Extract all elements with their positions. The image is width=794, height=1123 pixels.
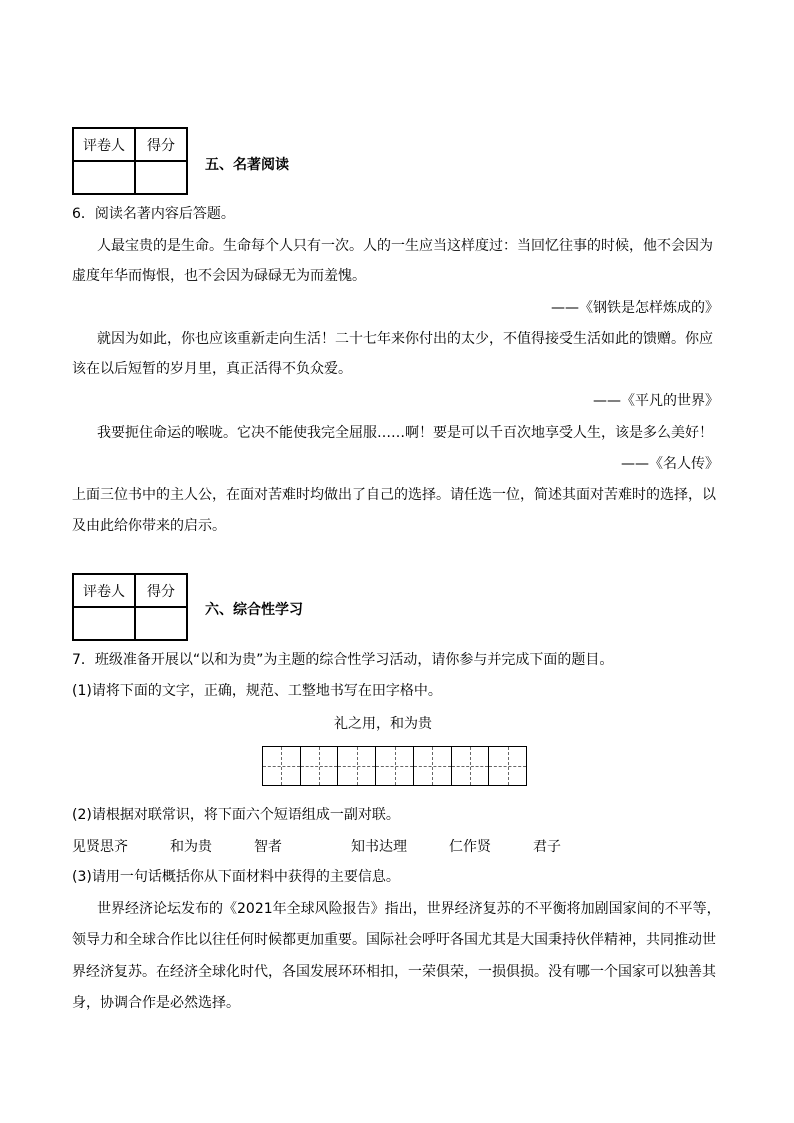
q7-material-line2: 领导力和全球合作比以往任何时候都更加重要。国际社会呼吁各国尤其是大国秉持伙伴精神，共同推动世	[72, 932, 716, 948]
q6-question-line2: 及由此给你带来的启示。	[72, 518, 226, 534]
q6-source2: ——《平凡的世界》	[593, 393, 719, 409]
phrase-item: 智者	[254, 839, 282, 855]
score-header: 得分	[135, 574, 187, 607]
grid-cell[interactable]	[301, 747, 339, 785]
q6-passage2-line2: 该在以后短暂的岁月里，真正活得不负众爱。	[72, 361, 352, 377]
q7-material-line4: 身，协调合作是必然选择。	[72, 995, 240, 1011]
reviewer-header: 评卷人	[73, 574, 135, 607]
grid-cell[interactable]	[414, 747, 452, 785]
q6-question-line1: 上面三位书中的主人公，在面对苦难时均做出了自己的选择。请任选一位，简述其面对苦难时的选择，以	[72, 487, 716, 503]
tianzige-grid[interactable]	[262, 746, 527, 786]
q6-source3: ——《名人传》	[621, 456, 719, 472]
q6-passage2-line1: 就因为如此，你也应该重新走向生活！二十七年来你付出的太少，不值得接受生活如此的馈赠。你应	[97, 331, 713, 347]
calligraphy-text: 礼之用，和为贵	[334, 716, 432, 732]
grid-cell[interactable]	[338, 747, 376, 785]
grid-cell[interactable]	[376, 747, 414, 785]
q6-source1: ——《钢铁是怎样炼成的》	[551, 300, 719, 316]
phrase-item: 仁作贤	[449, 839, 491, 855]
phrase-item: 知书达理	[351, 839, 407, 855]
score-cell	[135, 161, 187, 194]
phrase-item: 和为贵	[170, 839, 212, 855]
reviewer-cell	[73, 161, 135, 194]
reviewer-cell	[73, 607, 135, 640]
q7-sub1: (1)请将下面的文字，正确，规范、工整地书写在田字格中。	[72, 683, 442, 699]
phrase-item: 君子	[533, 839, 561, 855]
q6-prompt: 6．阅读名著内容后答题。	[72, 206, 235, 222]
q7-sub2: (2)请根据对联常识，将下面六个短语组成一副对联。	[72, 807, 400, 823]
grid-cell[interactable]	[263, 747, 301, 785]
q6-passage1-line1: 人最宝贵的是生命。生命每个人只有一次。人的一生应当这样度过：当回忆往事的时候，他不会因为	[97, 238, 713, 254]
section6-title: 六、综合性学习	[205, 602, 303, 618]
score-table-section5	[72, 127, 188, 195]
q7-material-line3: 界经济复苏。在经济全球化时代，各国发展环环相扣，一荣俱荣，一损俱损。没有哪一个国家可以独善其	[72, 964, 716, 980]
grid-cell[interactable]	[452, 747, 490, 785]
grid-cell[interactable]	[489, 747, 526, 785]
score-table-section6	[72, 573, 188, 641]
q7-material-line1: 世界经济论坛发布的《2021年全球风险报告》指出，世界经济复苏的不平衡将加剧国家间的不平等，	[97, 901, 721, 917]
q7-prompt: 7．班级准备开展以“以和为贵”为主题的综合性学习活动，请你参与并完成下面的题目。	[72, 652, 614, 668]
q6-passage3-line1: 我要扼住命运的喉咙。它决不能使我完全屈服……啊！要是可以千百次地享受人生，该是多么美好！	[97, 425, 713, 441]
score-cell	[135, 607, 187, 640]
q6-passage1-line2: 虚度年华而悔恨，也不会因为碌碌无为而羞愧。	[72, 268, 366, 284]
reviewer-header: 评卷人	[73, 128, 135, 161]
phrase-list	[72, 836, 722, 856]
q7-sub3: (3)请用一句话概括你从下面材料中获得的主要信息。	[72, 869, 400, 885]
section5-title: 五、名著阅读	[205, 157, 289, 173]
score-header: 得分	[135, 128, 187, 161]
phrase-item: 见贤思齐	[72, 839, 128, 855]
